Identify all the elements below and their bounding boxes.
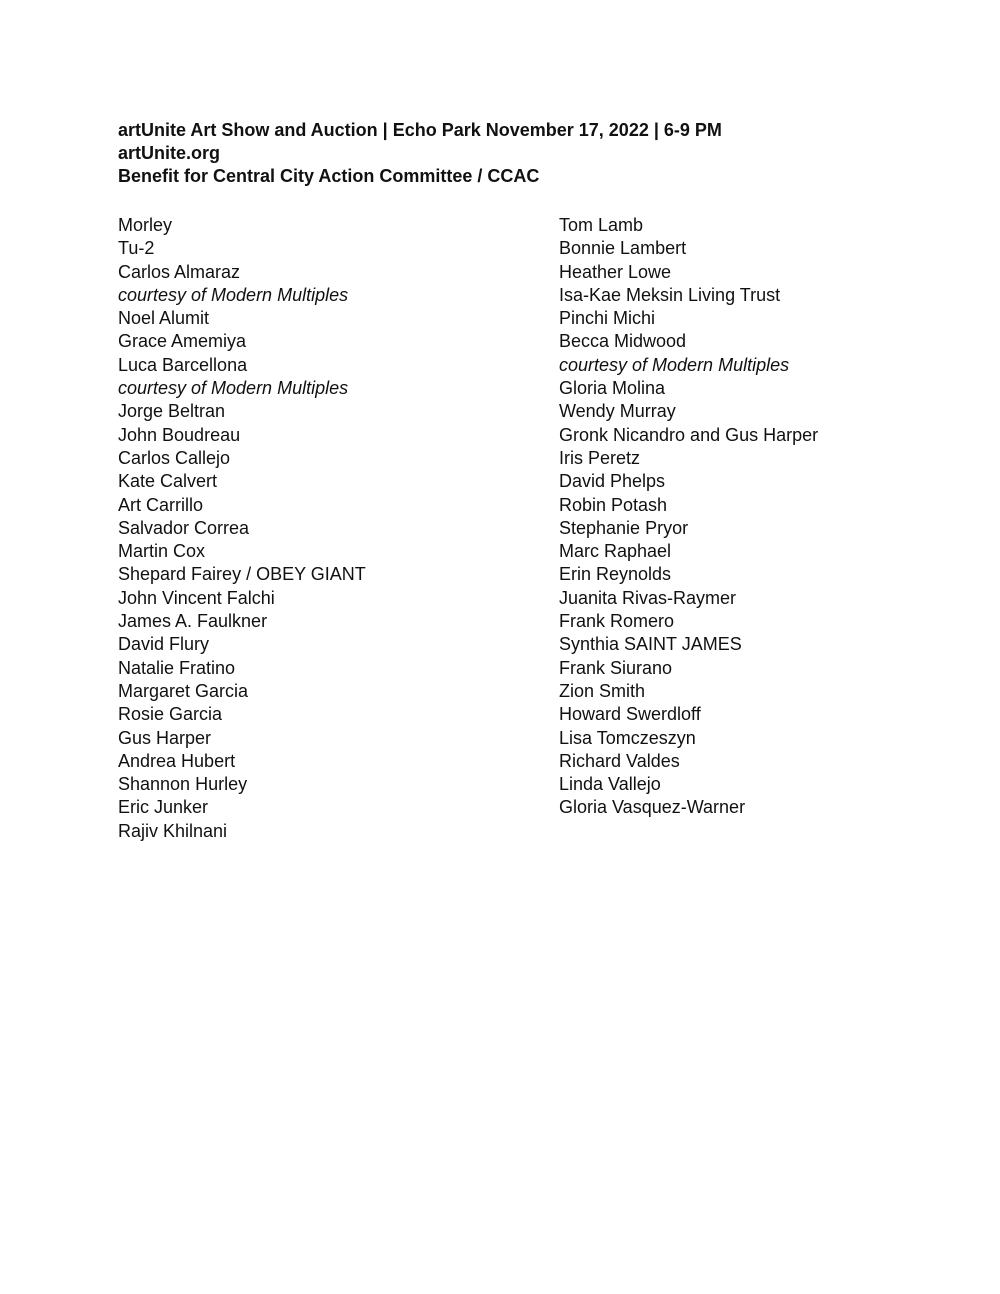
artist-name: Zion Smith	[559, 680, 646, 701]
artist-name: David Phelps	[559, 471, 666, 492]
courtesy-note: courtesy of Modern Multiples	[118, 284, 349, 305]
artist-name: Erin Reynolds	[559, 564, 672, 585]
artist-list-left	[118, 214, 518, 843]
artist-name: Bonnie Lambert	[559, 238, 687, 259]
artist-name: Jorge Beltran	[118, 401, 226, 422]
artist-name: Linda Vallejo	[559, 774, 661, 795]
artist-name: Natalie Fratino	[118, 657, 236, 678]
artist-name: Rajiv Khilnani	[118, 820, 228, 841]
artist-name: John Vincent Falchi	[118, 587, 275, 608]
artist-name: Art Carrillo	[118, 494, 204, 515]
artist-name: Synthia SAINT JAMES	[559, 634, 742, 655]
artist-name: Shepard Fairey / OBEY GIANT	[118, 564, 366, 585]
artist-name: Marc Raphael	[559, 541, 672, 562]
artist-name: Carlos Almaraz	[118, 261, 241, 282]
artist-name: Gronk Nicandro and Gus Harper	[559, 424, 819, 445]
artist-name: Frank Romero	[559, 611, 675, 632]
artist-name: Iris Peretz	[559, 447, 641, 468]
artist-name: Andrea Hubert	[118, 750, 236, 771]
artist-name: Shannon Hurley	[118, 774, 248, 795]
artist-name: Kate Calvert	[118, 471, 218, 492]
artist-list-right	[559, 214, 959, 820]
artist-name: Grace Amemiya	[118, 331, 247, 352]
artist-name: Lisa Tomczeszyn	[559, 727, 696, 748]
artist-name: Robin Potash	[559, 494, 668, 515]
artist-name: Tu-2	[118, 238, 155, 259]
artist-name: Juanita Rivas-Raymer	[559, 587, 737, 608]
document-header	[118, 119, 938, 188]
artist-name: Margaret Garcia	[118, 680, 249, 701]
artist-name: Carlos Callejo	[118, 447, 231, 468]
artist-name: Gloria Molina	[559, 378, 666, 399]
artist-name: Gloria Vasquez-Warner	[559, 797, 746, 818]
artist-name: Wendy Murray	[559, 401, 676, 422]
artist-name: David Flury	[118, 634, 210, 655]
artist-name: John Boudreau	[118, 424, 241, 445]
artist-name: Luca Barcellona	[118, 354, 248, 375]
benefit-line: Benefit for Central City Action Committee / CCAC	[118, 166, 540, 186]
artist-name: James A. Faulkner	[118, 611, 268, 632]
artist-name: Eric Junker	[118, 797, 209, 818]
artist-name: Richard Valdes	[559, 750, 680, 771]
artist-name: Noel Alumit	[118, 308, 210, 329]
artist-name: Rosie Garcia	[118, 704, 223, 725]
artist-name: Frank Siurano	[559, 657, 673, 678]
artist-name: Stephanie Pryor	[559, 517, 689, 538]
artist-name: Becca Midwood	[559, 331, 687, 352]
artist-name: Salvador Correa	[118, 517, 250, 538]
artist-name: Isa-Kae Meksin Living Trust	[559, 284, 781, 305]
event-title: artUnite Art Show and Auction | Echo Park November 17, 2022 | 6-9 PM	[118, 120, 722, 140]
website: artUnite.org	[118, 143, 221, 163]
artist-name: Martin Cox	[118, 541, 206, 562]
artist-name: Howard Swerdloff	[559, 704, 701, 725]
courtesy-note: courtesy of Modern Multiples	[559, 354, 790, 375]
artist-name: Pinchi Michi	[559, 308, 656, 329]
artist-name: Tom Lamb	[559, 215, 644, 235]
courtesy-note: courtesy of Modern Multiples	[118, 378, 349, 399]
artist-name: Gus Harper	[118, 727, 212, 748]
artist-name: Morley	[118, 215, 173, 235]
artist-name: Heather Lowe	[559, 261, 672, 282]
